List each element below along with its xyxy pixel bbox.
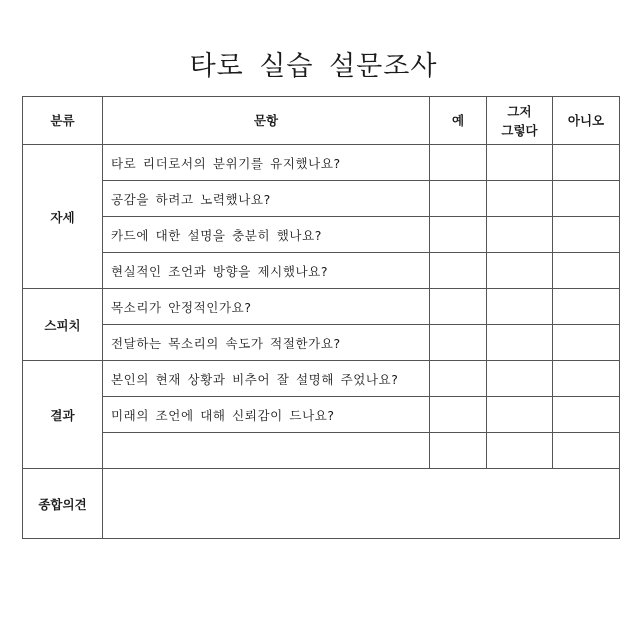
answer-no-cell[interactable] (553, 325, 620, 361)
question-cell-empty[interactable] (103, 433, 430, 469)
header-neutral-line2: 그렇다 (501, 122, 538, 138)
category-posture: 자세 (23, 145, 103, 289)
answer-no-cell[interactable] (553, 145, 620, 181)
answer-yes-cell[interactable] (430, 217, 487, 253)
question-cell: 카드에 대한 설명을 충분히 했나요? (103, 217, 430, 253)
table-row (23, 325, 620, 361)
question-cell: 목소리가 안정적인가요? (103, 289, 430, 325)
table-row (23, 253, 620, 289)
survey-table (22, 96, 620, 539)
answer-neutral-cell[interactable] (487, 397, 553, 433)
question-cell: 현실적인 조언과 방향을 제시했나요? (103, 253, 430, 289)
table-row (23, 289, 620, 325)
comment-label: 종합의견 (23, 469, 103, 539)
comment-row (23, 469, 620, 539)
answer-yes-cell[interactable] (430, 325, 487, 361)
answer-yes-cell[interactable] (430, 397, 487, 433)
answer-yes-cell[interactable] (430, 433, 487, 469)
answer-neutral-cell[interactable] (487, 253, 553, 289)
table-row (23, 397, 620, 433)
answer-yes-cell[interactable] (430, 145, 487, 181)
comment-field[interactable] (103, 469, 620, 539)
question-cell: 공감을 하려고 노력했나요? (103, 181, 430, 217)
answer-yes-cell[interactable] (430, 181, 487, 217)
table-row (23, 361, 620, 397)
header-neutral-line1: 그저 (507, 103, 532, 119)
category-speech: 스피치 (23, 289, 103, 361)
answer-neutral-cell[interactable] (487, 145, 553, 181)
question-cell: 전달하는 목소리의 속도가 적절한가요? (103, 325, 430, 361)
answer-no-cell[interactable] (553, 433, 620, 469)
answer-no-cell[interactable] (553, 397, 620, 433)
table-row (23, 433, 620, 469)
category-result: 결과 (23, 361, 103, 469)
answer-neutral-cell[interactable] (487, 361, 553, 397)
question-cell: 미래의 조언에 대해 신뢰감이 드나요? (103, 397, 430, 433)
survey-title: 타로 실습 설문조사 (189, 51, 438, 82)
answer-neutral-cell[interactable] (487, 181, 553, 217)
answer-neutral-cell[interactable] (487, 325, 553, 361)
header-category: 분류 (23, 97, 103, 145)
header-row (23, 97, 620, 145)
answer-no-cell[interactable] (553, 181, 620, 217)
header-question: 문항 (103, 97, 430, 145)
answer-no-cell[interactable] (553, 217, 620, 253)
table-row (23, 181, 620, 217)
answer-neutral-cell[interactable] (487, 433, 553, 469)
answer-no-cell[interactable] (553, 253, 620, 289)
answer-yes-cell[interactable] (430, 361, 487, 397)
answer-neutral-cell[interactable] (487, 217, 553, 253)
question-cell: 본인의 현재 상황과 비추어 잘 설명해 주었나요? (103, 361, 430, 397)
answer-no-cell[interactable] (553, 361, 620, 397)
answer-neutral-cell[interactable] (487, 289, 553, 325)
header-neutral (487, 97, 553, 145)
table-row (23, 145, 620, 181)
answer-yes-cell[interactable] (430, 253, 487, 289)
answer-no-cell[interactable] (553, 289, 620, 325)
question-cell: 타로 리더로서의 분위기를 유지했나요? (103, 145, 430, 181)
header-no: 아니오 (553, 97, 620, 145)
table-row (23, 217, 620, 253)
header-yes: 예 (430, 97, 487, 145)
answer-yes-cell[interactable] (430, 289, 487, 325)
